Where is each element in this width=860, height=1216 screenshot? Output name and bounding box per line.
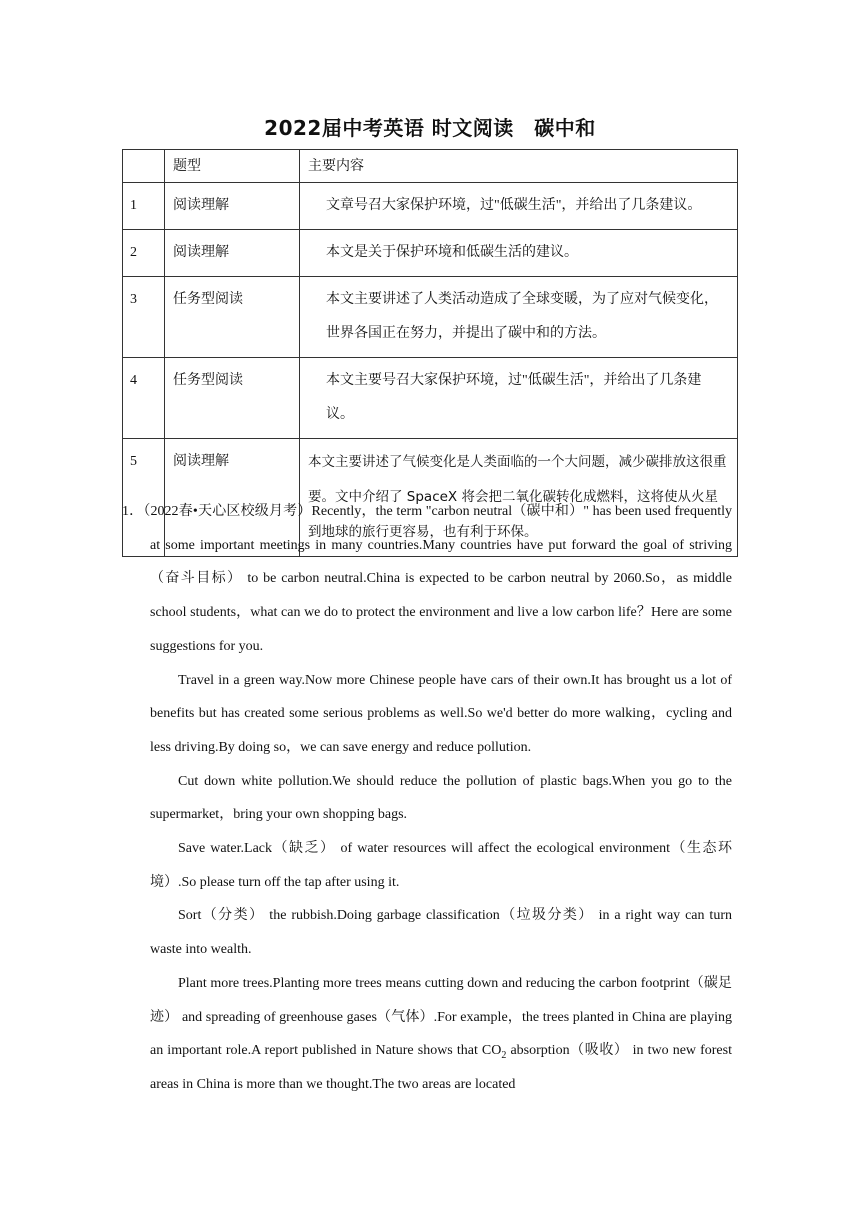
- co2-subscript: 2: [501, 1050, 507, 1062]
- row-content-text: 文章号召大家保护环境，过"低碳生活"，并给出了几条建议。: [326, 198, 702, 213]
- row-content-text: 本文是关于保护环境和低碳生活的建议。: [326, 245, 578, 260]
- row-num: 5: [123, 439, 165, 557]
- intro-text: （2022春•天心区校级月考）Recently，the term "carbon neutral（碳中和）" has been used frequently at some important meetings in many countries.Many countries have put forward the goal of striving（奋斗目标） to be carbon neutral.China is expected to be carbon neutral by 2060.So，as middle school students，what can we do to protect the environment and live a low carbon life？Here are some suggestions for you.: [143, 504, 732, 654]
- paragraph-travel: Travel in a green way.Now more Chinese people have cars of their own.It has brought us a lot of benefits but has created some serious problems as well.So we'd better do more walking，cycling and less driving.By doing so，we can save energy and reduce pollution.: [150, 672, 732, 755]
- row-num: 1: [123, 183, 165, 230]
- header-cell-num: [123, 150, 165, 183]
- row-type: 任务型阅读: [165, 277, 300, 358]
- question-number: 1．: [122, 504, 144, 519]
- header-cell-content: 主要内容: [300, 150, 738, 183]
- row-num: 2: [123, 230, 165, 277]
- row-type: 任务型阅读: [165, 358, 300, 439]
- plant-trees-text-a: Plant more trees.Planting more trees means cutting down and reducing the carbon footprint（碳足迹） and spreading of greenhouse gases（气体）.For example，the trees planted in China are playing an important role.A report published in Nature shows that CO: [150, 975, 732, 1059]
- table-row: [123, 230, 738, 277]
- plant-trees-text-b: absorption（吸收） in two new forest areas in China is more than we thought.The two areas are located: [150, 1043, 732, 1092]
- paragraph-save-water: Save water.Lack（缺乏） of water resources will affect the ecological environment（生态环境）.So please turn off the tap after using it.: [150, 841, 732, 890]
- table-header-row: [123, 150, 738, 183]
- row-content: [300, 183, 738, 230]
- row-content-text: 本文主要讲述了人类活动造成了全球变暖，为了应对气候变化，世界各国正在努力，并提出了碳中和的方法。: [326, 292, 718, 341]
- page-title: 2022届中考英语 时文阅读 碳中和: [264, 116, 596, 140]
- row-num: 4: [123, 358, 165, 439]
- reading-passage: [122, 495, 732, 1102]
- row-content-text: 本文主要讲述了气候变化是人类面临的一个大问题，减少碳排放这很重要。文中介绍了 SpaceX 将会把二氧化碳转化成燃料，这将使从火星到地球的旅行更容易，也有利于环保。: [308, 454, 727, 540]
- row-content: [300, 230, 738, 277]
- table-row: [123, 277, 738, 358]
- paragraph-plant-trees: [122, 967, 732, 1102]
- paragraph-white-pollution: Cut down white pollution.We should reduce the pollution of plastic bags.When you go to the supermarket，bring your own shopping bags.: [150, 773, 732, 823]
- row-content: [300, 277, 738, 358]
- row-type: 阅读理解: [165, 230, 300, 277]
- row-num: 3: [123, 277, 165, 358]
- row-type: 阅读理解: [165, 439, 300, 557]
- paragraph-sort-rubbish: Sort（分类） the rubbish.Doing garbage classification（垃圾分类） in a right way can turn waste into wealth.: [150, 908, 732, 958]
- table-row: [123, 358, 738, 439]
- table-row: [123, 183, 738, 230]
- row-type: 阅读理解: [165, 183, 300, 230]
- row-content: [300, 358, 738, 439]
- question-intro: [122, 495, 732, 664]
- row-content-text: 本文主要号召大家保护环境，过"低碳生活"，并给出了几条建议。: [326, 373, 702, 422]
- header-cell-type: 题型: [165, 150, 300, 183]
